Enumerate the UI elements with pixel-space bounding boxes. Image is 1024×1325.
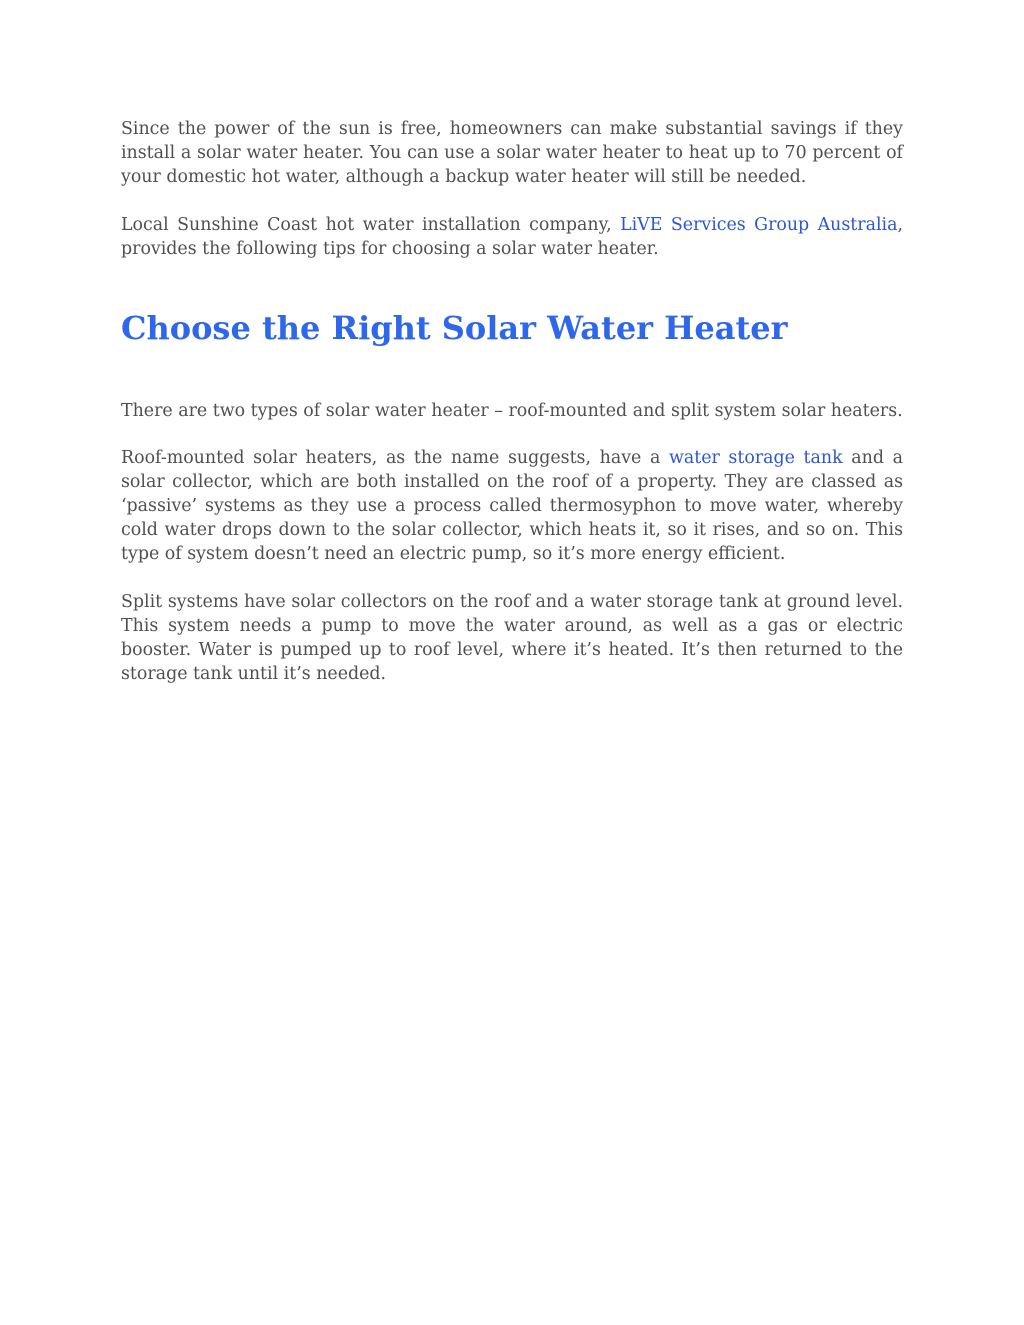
intro-paragraph-savings: Since the power of the sun is free, homeowners can make substantial savings if they install a solar water heater. You can use a solar water heater to heat up to 70 percent of your domestic hot water, although a backup water heater will still be needed.: [121, 119, 903, 187]
intro-paragraph-company-text-before: Local Sunshine Coast hot water installation company,: [121, 214, 621, 235]
section-heading: Choose the Right Solar Water Heater: [121, 308, 788, 347]
document-page: [121, 118, 903, 709]
live-services-link[interactable]: LiVE Services Group Australia: [620, 214, 898, 235]
split-systems-paragraph: Split systems have solar collectors on the roof and a water storage tank at ground level. This system needs a pump to move the water around, as well as a gas or electric booster. Water is pumped up to roof level, where it’s heated. It’s then returned to the storage tank until it’s needed.: [121, 591, 903, 684]
roof-mounted-text-after: and a solar collector, which are both installed on the roof of a property. They are classed as ‘passive’ systems as they use a process called thermosyphon to move water, whereby cold water drops down to the solar collector, which heats it, so it rises, and so on. This type of system doesn’t need an electric pump, so it’s more energy efficient.: [121, 448, 903, 565]
roof-mounted-text-before: Roof-mounted solar heaters, as the name suggests, have a: [121, 448, 669, 469]
intro-paragraph-company-text-after: , provides the following tips for choosing a solar water heater.: [121, 214, 904, 259]
intro-paragraph-company: [121, 214, 903, 262]
roof-mounted-paragraph: [121, 447, 903, 567]
types-paragraph: There are two types of solar water heater – roof-mounted and split system solar heaters.: [121, 400, 903, 421]
water-storage-tank-link[interactable]: water storage tank: [668, 448, 843, 469]
